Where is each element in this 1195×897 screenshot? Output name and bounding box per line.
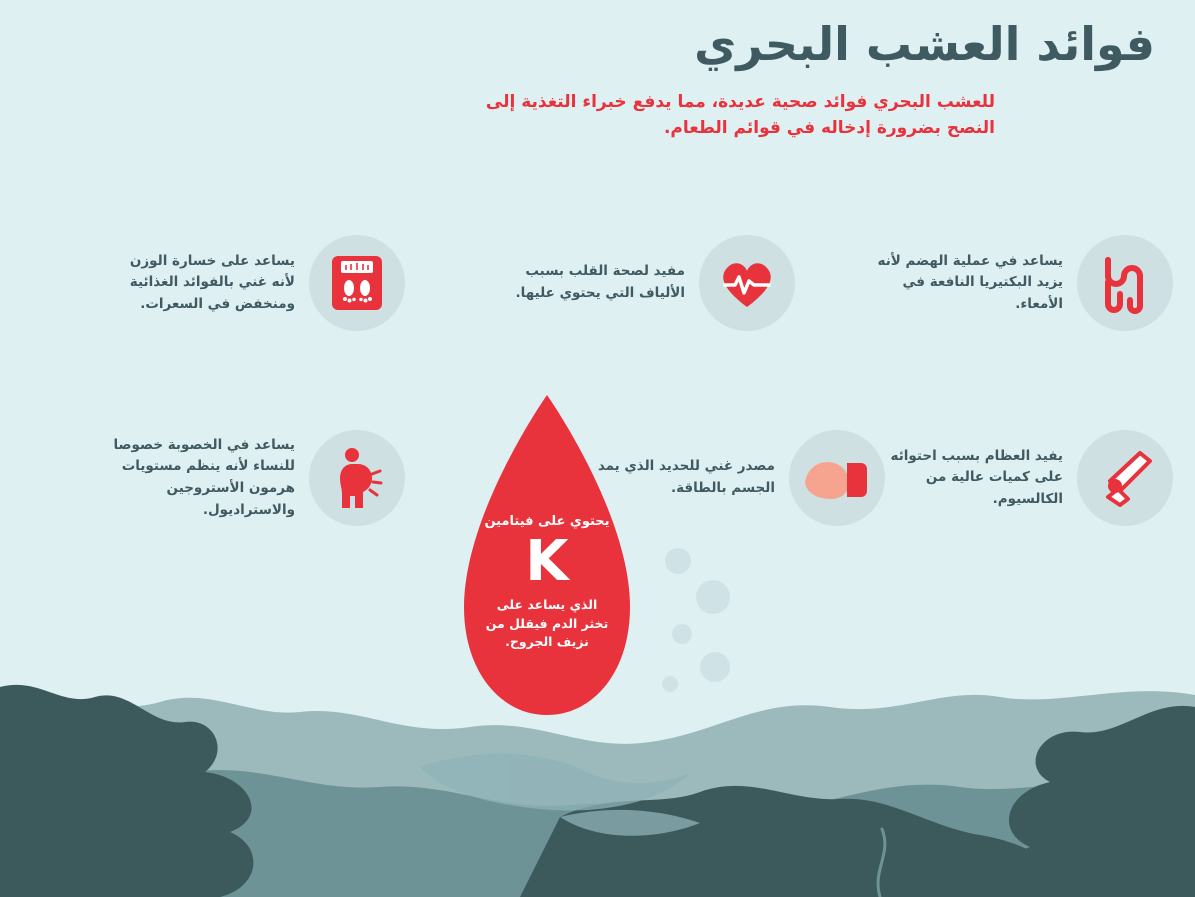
benefit-heart — [495, 235, 795, 331]
benefit-digestion — [873, 235, 1173, 331]
seabed-illustration — [0, 567, 1195, 897]
heart-pulse-icon-badge — [699, 235, 795, 331]
flexed-arm-icon — [801, 449, 873, 507]
flexed-arm-icon-badge — [789, 430, 885, 526]
weight-scale-icon-badge — [309, 235, 405, 331]
heart-pulse-icon — [717, 255, 777, 311]
droplet-line1: يحتوي على فيتامين — [484, 514, 610, 529]
benefit-fertility — [105, 430, 405, 526]
benefit-digestion-label: يساعد في عملية الهضم لأنه يزيد البكتيريا النافعة في الأمعاء. — [877, 252, 1063, 312]
knee-bone-icon — [1094, 447, 1156, 509]
benefit-weight — [105, 235, 405, 331]
benefit-bones-label: يفيد العظام بسبب احتوائه على كميات عالية من الكالسيوم. — [890, 447, 1063, 507]
weight-scale-icon — [328, 252, 386, 314]
pregnant-woman-icon-badge — [309, 430, 405, 526]
knee-bone-icon-badge — [1077, 430, 1173, 526]
intestine-icon-badge — [1077, 235, 1173, 331]
pregnant-woman-icon — [328, 446, 386, 510]
benefit-heart-label: مفيد لصحة القلب بسبب الألياف التي يحتوي عليها. — [515, 263, 685, 301]
benefit-bones — [873, 430, 1173, 526]
droplet-line2: الذي يساعد على تخثر الدم فيقلل من نزيف الجروح. — [485, 596, 609, 650]
page-title: فوائد العشب البحري — [694, 17, 1155, 71]
benefit-weight-label: يساعد على خسارة الوزن لأنه غني بالفوائد الغذائية ومنخفض في السعرات. — [129, 252, 295, 312]
droplet-letter: K — [525, 528, 569, 594]
benefit-iron-label: مصدر غني للحديد الذي يمد الجسم بالطاقة. — [597, 458, 775, 496]
intestine-icon — [1094, 252, 1156, 314]
benefit-fertility-label: يساعد في الخصوبة خصوصا للنساء لأنه ينظم مستويات هرمون الأستروجين والاستراديول. — [113, 436, 295, 518]
page-subtitle: للعشب البحري فوائد صحية عديدة، مما يدفع خبراء التغذية إلى النصح بضرورة إدخاله في قوائم الطعام. — [485, 91, 995, 139]
header — [435, 18, 1155, 142]
